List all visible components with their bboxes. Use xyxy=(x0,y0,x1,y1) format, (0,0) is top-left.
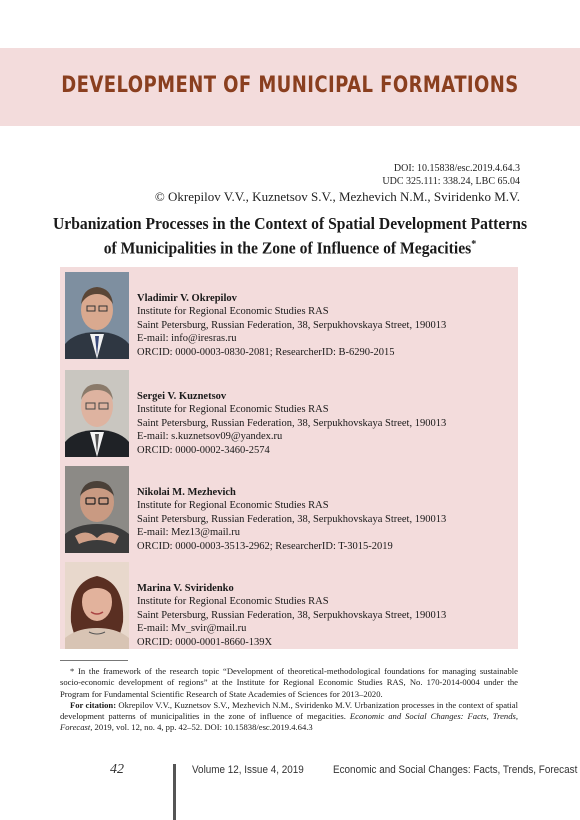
author-address: Saint Petersburg, Russian Federation, 38, Serpukhovskaya Street, 190013 xyxy=(137,513,447,525)
footnote xyxy=(60,666,518,734)
author-info xyxy=(137,390,446,457)
author-name: Marina V. Sviridenko xyxy=(137,583,234,594)
citation-note xyxy=(60,700,518,734)
footer-divider xyxy=(173,764,176,820)
author-institution: Institute for Regional Economic Studies RAS xyxy=(137,596,329,608)
author-info xyxy=(137,486,446,553)
page-number: 42 xyxy=(110,762,124,777)
article-title-line-2-text: of Municipalities in the Zone of Influence of Megacities xyxy=(103,238,472,258)
author-photo xyxy=(65,370,129,457)
title-footnote-mark: * xyxy=(471,238,477,250)
udc: UDC 325.111: 338.24, LBC 65.04 xyxy=(382,176,520,187)
copyright: © Okrepilov V.V., Kuznetsov S.V., Mezhevich N.M., Sviridenko M.V. xyxy=(154,189,520,204)
author-email[interactable]: E-mail: Mez13@mail.ru xyxy=(137,527,240,539)
funding-note: * In the framework of the research topic “Development of theoretical-methodological foundations for managing sustainable socio-economic development of regions” at the Institute for Regional Economic Studies RAS, No. 170-2014-0004 under the Program for Fundamental Scientific Research of State Academies of Sciences for 2013–2020. xyxy=(60,666,518,699)
author-name: Nikolai M. Mezhevich xyxy=(137,487,236,498)
citation-tail: , 2019, vol. 12, no. 4, pp. 42–52. DOI: 10.15838/esc.2019.4.64.3 xyxy=(90,722,313,733)
article-title-line-1: Urbanization Processes in the Context of Spatial Development Patterns xyxy=(52,214,528,233)
article-title xyxy=(51,213,529,259)
author-card xyxy=(60,461,518,553)
author-ids: ORCID: 0000-0003-0830-2081; ResearcherID: B-6290-2015 xyxy=(137,346,395,358)
author-ids: ORCID: 0000-0001-8660-139X xyxy=(137,636,273,648)
doi: DOI: 10.15838/esc.2019.4.64.3 xyxy=(393,163,520,174)
author-email[interactable]: E-mail: info@iresras.ru xyxy=(137,333,237,345)
author-email[interactable]: E-mail: Mv_svir@mail.ru xyxy=(137,623,247,635)
citation-label: For citation: xyxy=(70,699,117,710)
article-title-line-2 xyxy=(51,234,529,259)
author-card xyxy=(60,365,518,457)
author-photo xyxy=(65,466,129,553)
author-card xyxy=(60,267,518,359)
footnote-divider xyxy=(60,660,128,661)
author-ids: ORCID: 0000-0003-3513-2962; ResearcherID: T-3015-2019 xyxy=(137,540,393,552)
journal-name: Economic and Social Changes: Facts, Trends, Forecast xyxy=(333,764,578,776)
section-title: DEVELOPMENT OF MUNICIPAL FORMATIONS xyxy=(61,73,519,98)
author-card xyxy=(60,557,518,649)
citation-text: Okrepilov V.V., Kuznetsov S.V., Mezhevich N.M., Sviridenko M.V. Urbanization processes in the context of spatial development patterns of municipalities in the zone of influence of megacities. xyxy=(60,699,519,722)
author-photo xyxy=(65,562,129,649)
author-email[interactable]: E-mail: s.kuznetsov09@yandex.ru xyxy=(137,431,283,443)
author-institution: Institute for Regional Economic Studies RAS xyxy=(137,500,329,512)
author-info xyxy=(137,582,446,649)
author-address: Saint Petersburg, Russian Federation, 38, Serpukhovskaya Street, 190013 xyxy=(137,417,447,429)
citation-journal: Economic and Social Changes: Facts, Trends, Forecast xyxy=(60,711,518,733)
author-info xyxy=(137,292,446,359)
author-institution: Institute for Regional Economic Studies RAS xyxy=(137,404,329,416)
author-address: Saint Petersburg, Russian Federation, 38, Serpukhovskaya Street, 190013 xyxy=(137,319,447,331)
author-ids: ORCID: 0000-0002-3460-2574 xyxy=(137,444,270,456)
journal-volume: Volume 12, Issue 4, 2019 xyxy=(192,764,304,776)
author-name: Vladimir V. Okrepilov xyxy=(137,293,237,304)
author-institution: Institute for Regional Economic Studies RAS xyxy=(137,306,329,318)
author-photo xyxy=(65,272,129,359)
author-address: Saint Petersburg, Russian Federation, 38, Serpukhovskaya Street, 190013 xyxy=(137,609,447,621)
authors-panel xyxy=(60,267,518,649)
author-name: Sergei V. Kuznetsov xyxy=(137,391,227,402)
